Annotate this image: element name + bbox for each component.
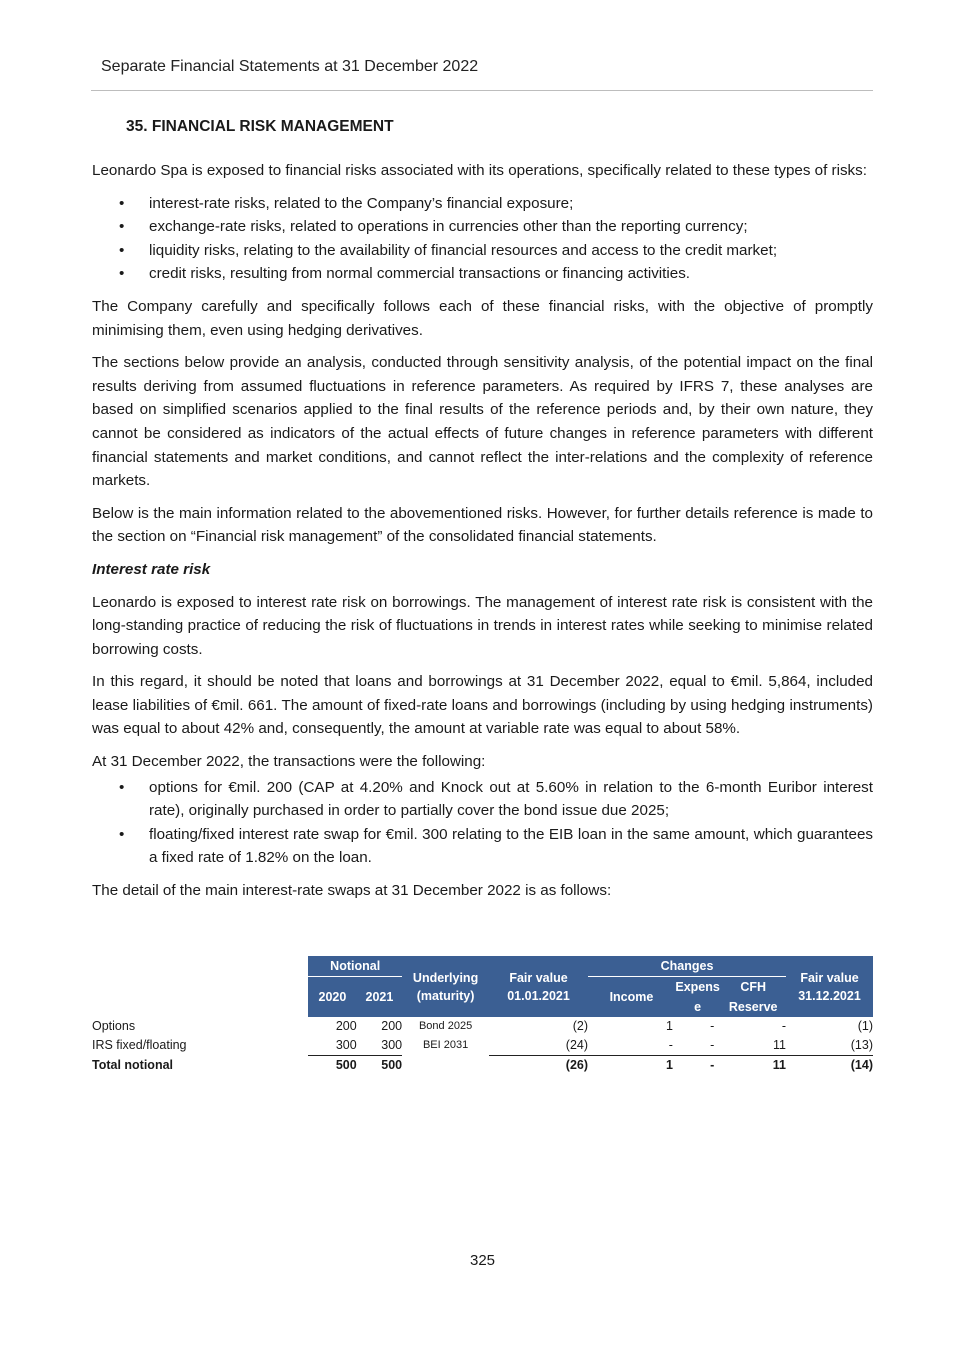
header-divider xyxy=(91,90,873,91)
cell-income: 1 xyxy=(665,1058,673,1072)
table-total-row xyxy=(92,1056,873,1076)
cell-cfh-reserve: - xyxy=(781,1019,787,1033)
cell-fair-value-open: (26) xyxy=(565,1058,589,1072)
col-header-2021: 2021 xyxy=(357,977,402,1018)
cell-income: - xyxy=(588,1036,675,1056)
row-label: IRS fixed/floating xyxy=(92,1038,187,1053)
cell-expense: - xyxy=(710,1058,715,1072)
page-content xyxy=(92,115,873,912)
cell-underlying: BEI 2031 xyxy=(422,1039,469,1052)
list-item: • options for €mil. 200 (CAP at 4.20% and Knock out at 5.60% in relation to the 6-month Euribor interest rate), originally purchased in order to partially cover the bond issue due 2025; xyxy=(92,776,873,823)
bullet-icon: • xyxy=(119,241,125,259)
list-item: • credit risks, resulting from normal commercial transactions or financing activities. xyxy=(92,262,873,286)
cell-income: 1 xyxy=(665,1019,673,1033)
section-title: 35. FINANCIAL RISK MANAGEMENT xyxy=(126,118,394,135)
cell-cfh-reserve: 11 xyxy=(720,1036,786,1056)
table-intro: The detail of the main interest-rate swaps at 31 December 2022 is as follows: xyxy=(92,882,612,900)
cell-notional-2021: 500 xyxy=(381,1058,403,1072)
cell-fair-value-close: (1) xyxy=(857,1019,873,1033)
list-item: • floating/fixed interest rate swap for €mil. 300 relating to the EIB loan in the same amount, which guarantees a fixed rate of 1.82% on the loan. xyxy=(92,823,873,870)
body-paragraph: The Company carefully and specifically follows each of these financial risks, with the objective of promptly minimising them, even using hedging derivatives. xyxy=(92,297,873,339)
cell-cfh-reserve: 11 xyxy=(772,1058,787,1072)
col-header-fair-value-open: Fair value 01.01.2021 xyxy=(489,956,588,1017)
intro-paragraph: Leonardo Spa is exposed to financial risks associated with its operations, specifically related to these types of risks: xyxy=(92,162,867,179)
cell-expense: - xyxy=(710,1019,715,1033)
running-header: Separate Financial Statements at 31 December 2022 xyxy=(101,58,479,75)
cell-notional-2020: 200 xyxy=(335,1019,357,1033)
cell-notional-2020: 300 xyxy=(308,1036,356,1056)
table-row xyxy=(92,1017,873,1036)
interest-rate-swaps-table xyxy=(92,956,873,1075)
col-header-cfh-reserve: CFH xyxy=(720,977,786,998)
body-paragraph: Leonardo is exposed to interest rate risk on borrowings. The management of interest rate risk is consistent with the long-standing practice of reducing the risk of fluctuations in trends in interest rates while seeking to minimise related borrowing costs. xyxy=(92,593,873,658)
col-header-expense-cont: e xyxy=(675,997,720,1017)
cell-notional-2021: 300 xyxy=(357,1036,402,1056)
body-paragraph: In this regard, it should be noted that loans and borrowings at 31 December 2022, equal to €mil. 5,864, included lease liabilities of €mil. 661. The amount of fixed-rate loans and borrowings (including by using hedging instruments) was equal to about 42% and, consequently, the amount at variable rate was equal to about 58%. xyxy=(92,673,873,738)
col-header-2020: 2020 xyxy=(308,977,356,1018)
row-label: Total notional xyxy=(92,1057,174,1072)
cell-fair-value-open: (24) xyxy=(489,1036,588,1056)
bullet-icon: • xyxy=(119,778,125,796)
col-header-notional: Notional xyxy=(308,956,402,977)
list-item: • exchange-rate risks, related to operations in currencies other than the reporting currency; xyxy=(92,215,873,239)
transactions-list xyxy=(92,776,873,870)
col-header-income: Income xyxy=(588,977,675,1018)
col-header-expense: Expens xyxy=(675,977,720,998)
bullet-icon: • xyxy=(119,218,125,236)
cell-expense: - xyxy=(675,1036,720,1056)
cell-fair-value-open: (2) xyxy=(572,1019,589,1033)
bullet-icon: • xyxy=(119,194,125,212)
cell-notional-2020: 500 xyxy=(335,1058,357,1072)
page-number: 325 xyxy=(469,1252,496,1269)
col-header-underlying: Underlying (maturity) xyxy=(402,956,489,1017)
row-label: Options xyxy=(92,1019,136,1033)
col-header-changes: Changes xyxy=(588,956,786,977)
cell-notional-2021: 200 xyxy=(381,1019,403,1033)
cell-underlying: Bond 2025 xyxy=(418,1020,473,1032)
interest-rate-risk-heading: Interest rate risk xyxy=(92,560,211,578)
table-header-blank xyxy=(92,956,308,1017)
body-paragraph: Below is the main information related to the abovementioned risks. However, for further details reference is made to the section on “Financial risk management” of the consolidated financial statements. xyxy=(92,504,873,546)
col-header-fair-value-close: Fair value 31.12.2021 xyxy=(786,956,873,1017)
body-paragraph: The sections below provide an analysis, conducted through sensitivity analysis, of the potential impact on the final results deriving from assumed fluctuations in reference parameters. As required by IFRS 7, these analyses are based on simplified scenarios applied to the final results of the reference periods and, by their own nature, they cannot be considered as indicators of the actual effects of future changes in reference parameters with different financial statements and market conditions, and cannot reflect the inter-relations and the complexity of reference markets. xyxy=(92,354,873,490)
cell-underlying xyxy=(402,1056,489,1076)
risk-types-list xyxy=(92,192,873,286)
table-row xyxy=(92,1036,873,1056)
col-header-cfh-reserve-cont: Reserve xyxy=(720,997,786,1017)
bullet-icon: • xyxy=(119,265,125,283)
list-item: • liquidity risks, relating to the availability of financial resources and access to the credit market; xyxy=(92,239,873,263)
cell-fair-value-close: (13) xyxy=(786,1036,873,1056)
body-paragraph: At 31 December 2022, the transactions were the following: xyxy=(92,753,486,771)
list-item: • interest-rate risks, related to the Company’s financial exposure; xyxy=(92,192,873,216)
table-header-row xyxy=(92,956,873,977)
bullet-icon: • xyxy=(119,825,125,843)
cell-fair-value-close: (14) xyxy=(850,1058,873,1072)
